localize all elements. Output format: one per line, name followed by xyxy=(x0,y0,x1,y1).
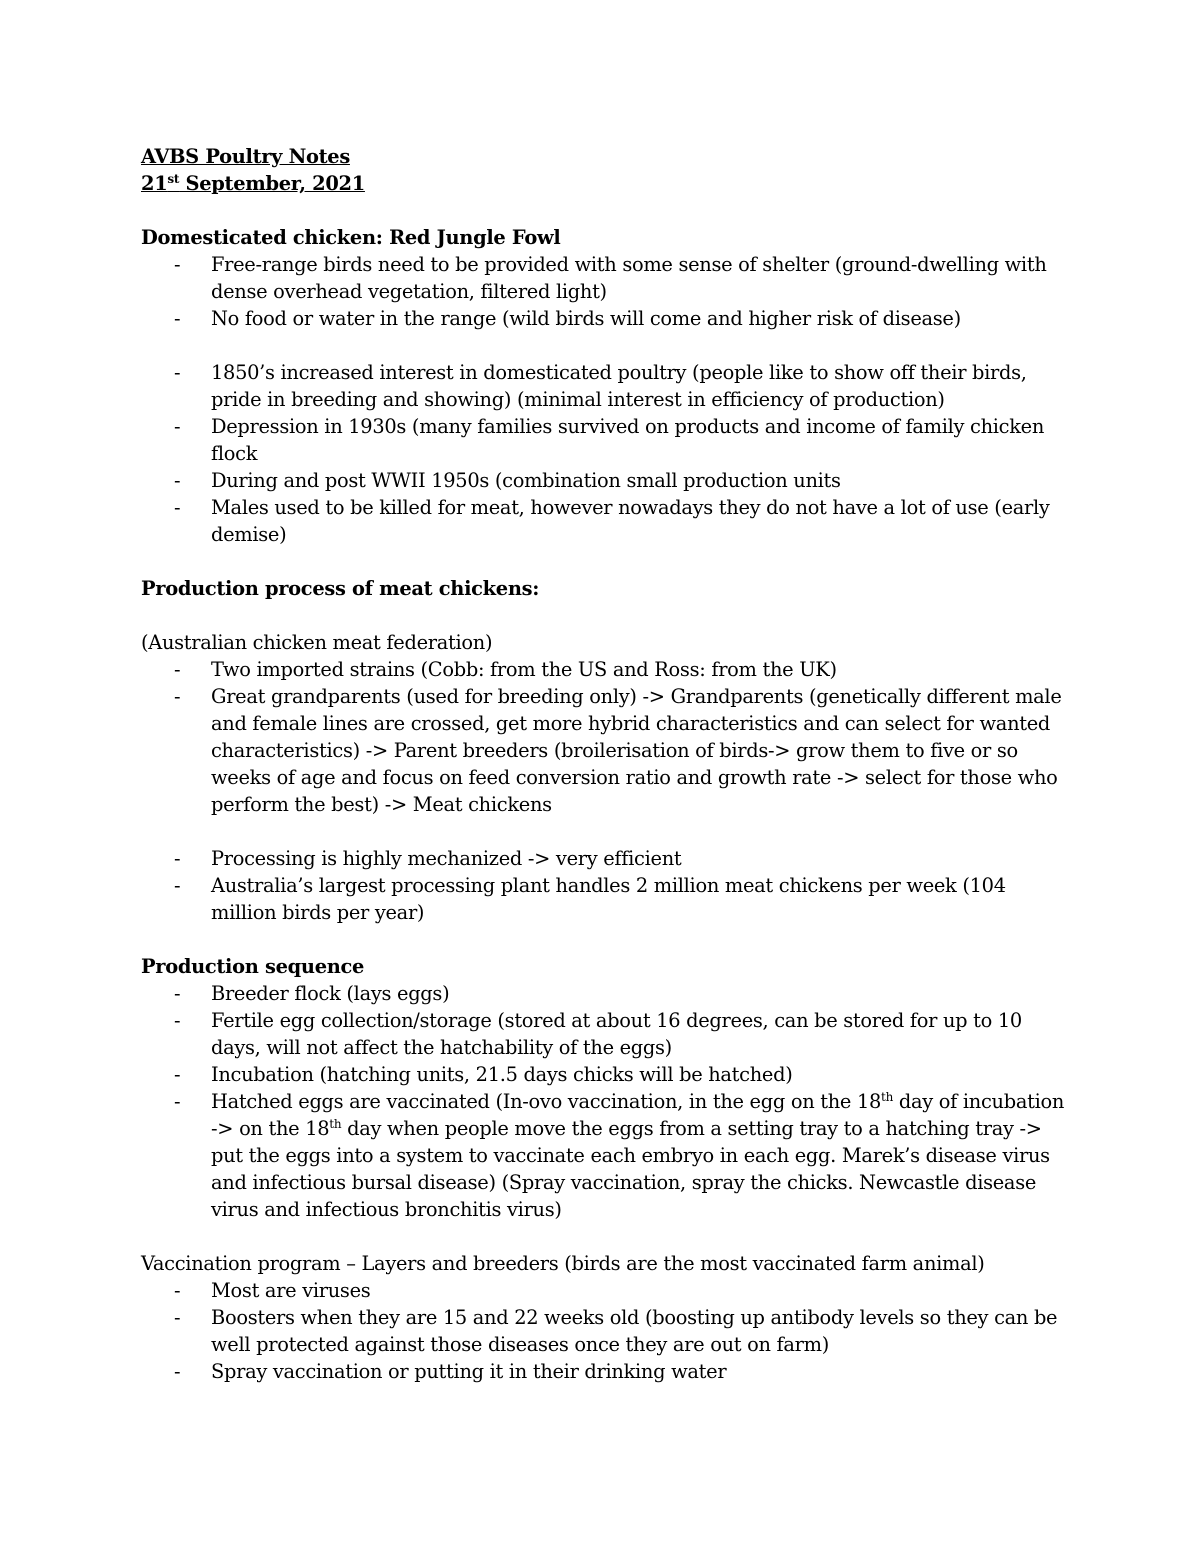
vaccination-list xyxy=(141,1277,1071,1385)
list-item xyxy=(141,980,1071,1007)
list-item-text: 1850’s increased interest in domesticated poultry (people like to show off their birds, pride in breeding and showing) (minimal interest in efficiency of production) xyxy=(211,361,1027,411)
bullet-dash: - xyxy=(174,469,181,492)
bullet-dash: - xyxy=(174,1279,181,1302)
list-item-text: Males used to be killed for meat, however nowadays they do not have a lot of use (early demise) xyxy=(211,496,1050,546)
hatched-text-part-2: day of incubation -> on the 18 xyxy=(211,1090,1065,1140)
document-title: AVBS Poultry Notes xyxy=(141,145,350,168)
list-item xyxy=(141,1304,1071,1358)
bullet-dash: - xyxy=(174,874,181,897)
bullet-dash: - xyxy=(174,1306,181,1329)
date-day: 21 xyxy=(141,172,168,195)
sequence-list xyxy=(141,980,1071,1223)
bullet-dash: - xyxy=(174,685,181,708)
list-item-text: Great grandparents (used for breeding only) -> Grandparents (genetically different male and female lines are crossed, get more hybrid characteristics and can select for wanted characteristics) -> Parent breeders (broilerisation of birds-> grow them to five or so weeks of age and focus on feed conversion ratio and growth rate -> select for those who perform the best) -> Meat chickens xyxy=(211,685,1062,816)
bullet-dash: - xyxy=(174,361,181,384)
list-item-text: Processing is highly mechanized -> very efficient xyxy=(211,847,682,870)
list-item xyxy=(141,305,1071,332)
superscript-th: th xyxy=(329,1117,342,1131)
bullet-dash: - xyxy=(174,415,181,438)
bullet-dash: - xyxy=(174,1063,181,1086)
bullet-dash: - xyxy=(174,253,181,276)
list-item-text: Most are viruses xyxy=(211,1279,371,1302)
list-item xyxy=(141,1088,1071,1223)
list-item xyxy=(141,1277,1071,1304)
production-heading: Production process of meat chickens: xyxy=(141,577,540,600)
production-list-b xyxy=(141,845,1071,926)
date-suffix: st xyxy=(167,172,180,186)
bullet-dash: - xyxy=(174,307,181,330)
date-rest: September, 2021 xyxy=(179,172,365,195)
list-item-text: Boosters when they are 15 and 22 weeks old (boosting up antibody levels so they can be well protected against those diseases once they are out on farm) xyxy=(211,1306,1058,1356)
hatched-text-part-3: day when people move the eggs from a setting tray to a hatching tray -> put the eggs into a system to vaccinate each embryo in each egg. Marek’s disease virus and infectious bursal disease) (Spray vaccination, spray the chicks. Newcastle disease virus and infectious bronchitis virus) xyxy=(211,1117,1050,1221)
bullet-dash: - xyxy=(174,1090,181,1113)
list-item xyxy=(141,872,1071,926)
list-item xyxy=(141,1061,1071,1088)
superscript-th: th xyxy=(881,1090,893,1104)
vaccination-intro: Vaccination program – Layers and breeders (birds are the most vaccinated farm animal) xyxy=(141,1252,985,1275)
list-item xyxy=(141,1007,1071,1061)
list-item-text: No food or water in the range (wild birds will come and higher risk of disease) xyxy=(211,307,961,330)
list-item xyxy=(141,467,1071,494)
list-item-text: Australia’s largest processing plant handles 2 million meat chickens per week (104 million birds per year) xyxy=(211,874,1006,924)
domesticated-list-a xyxy=(141,251,1071,332)
bullet-dash: - xyxy=(174,847,181,870)
list-item xyxy=(141,494,1071,548)
list-item-text: Breeder flock (lays eggs) xyxy=(211,982,450,1005)
list-item xyxy=(141,845,1071,872)
bullet-dash: - xyxy=(174,982,181,1005)
domesticated-list-b xyxy=(141,359,1071,548)
document-page xyxy=(141,143,1071,1385)
bullet-dash: - xyxy=(174,1360,181,1383)
list-item-text: Two imported strains (Cobb: from the US and Ross: from the UK) xyxy=(211,658,837,681)
domesticated-heading: Domesticated chicken: Red Jungle Fowl xyxy=(141,226,561,249)
list-item xyxy=(141,1358,1071,1385)
list-item xyxy=(141,359,1071,413)
production-intro: (Australian chicken meat federation) xyxy=(141,631,493,654)
bullet-dash: - xyxy=(174,658,181,681)
sequence-heading: Production sequence xyxy=(141,955,365,978)
list-item xyxy=(141,251,1071,305)
document-date xyxy=(141,170,1071,197)
list-item xyxy=(141,413,1071,467)
bullet-dash: - xyxy=(174,496,181,519)
bullet-dash: - xyxy=(174,1009,181,1032)
list-item-text: Incubation (hatching units, 21.5 days chicks will be hatched) xyxy=(211,1063,793,1086)
list-item-text: Fertile egg collection/storage (stored at about 16 degrees, can be stored for up to 10 days, will not affect the hatchability of the eggs) xyxy=(211,1009,1022,1059)
production-list-a xyxy=(141,656,1071,818)
hatched-text-part-1: Hatched eggs are vaccinated (In-ovo vaccination, in the egg on the 18 xyxy=(211,1090,882,1113)
list-item xyxy=(141,683,1071,818)
list-item-text: Spray vaccination or putting it in their drinking water xyxy=(211,1360,727,1383)
list-item-text: Depression in 1930s (many families survived on products and income of family chicken flock xyxy=(211,415,1045,465)
list-item xyxy=(141,656,1071,683)
list-item-text: During and post WWII 1950s (combination small production units xyxy=(211,469,841,492)
list-item-text xyxy=(211,1088,1067,1223)
list-item-text: Free-range birds need to be provided with some sense of shelter (ground-dwelling with dense overhead vegetation, filtered light) xyxy=(211,253,1047,303)
